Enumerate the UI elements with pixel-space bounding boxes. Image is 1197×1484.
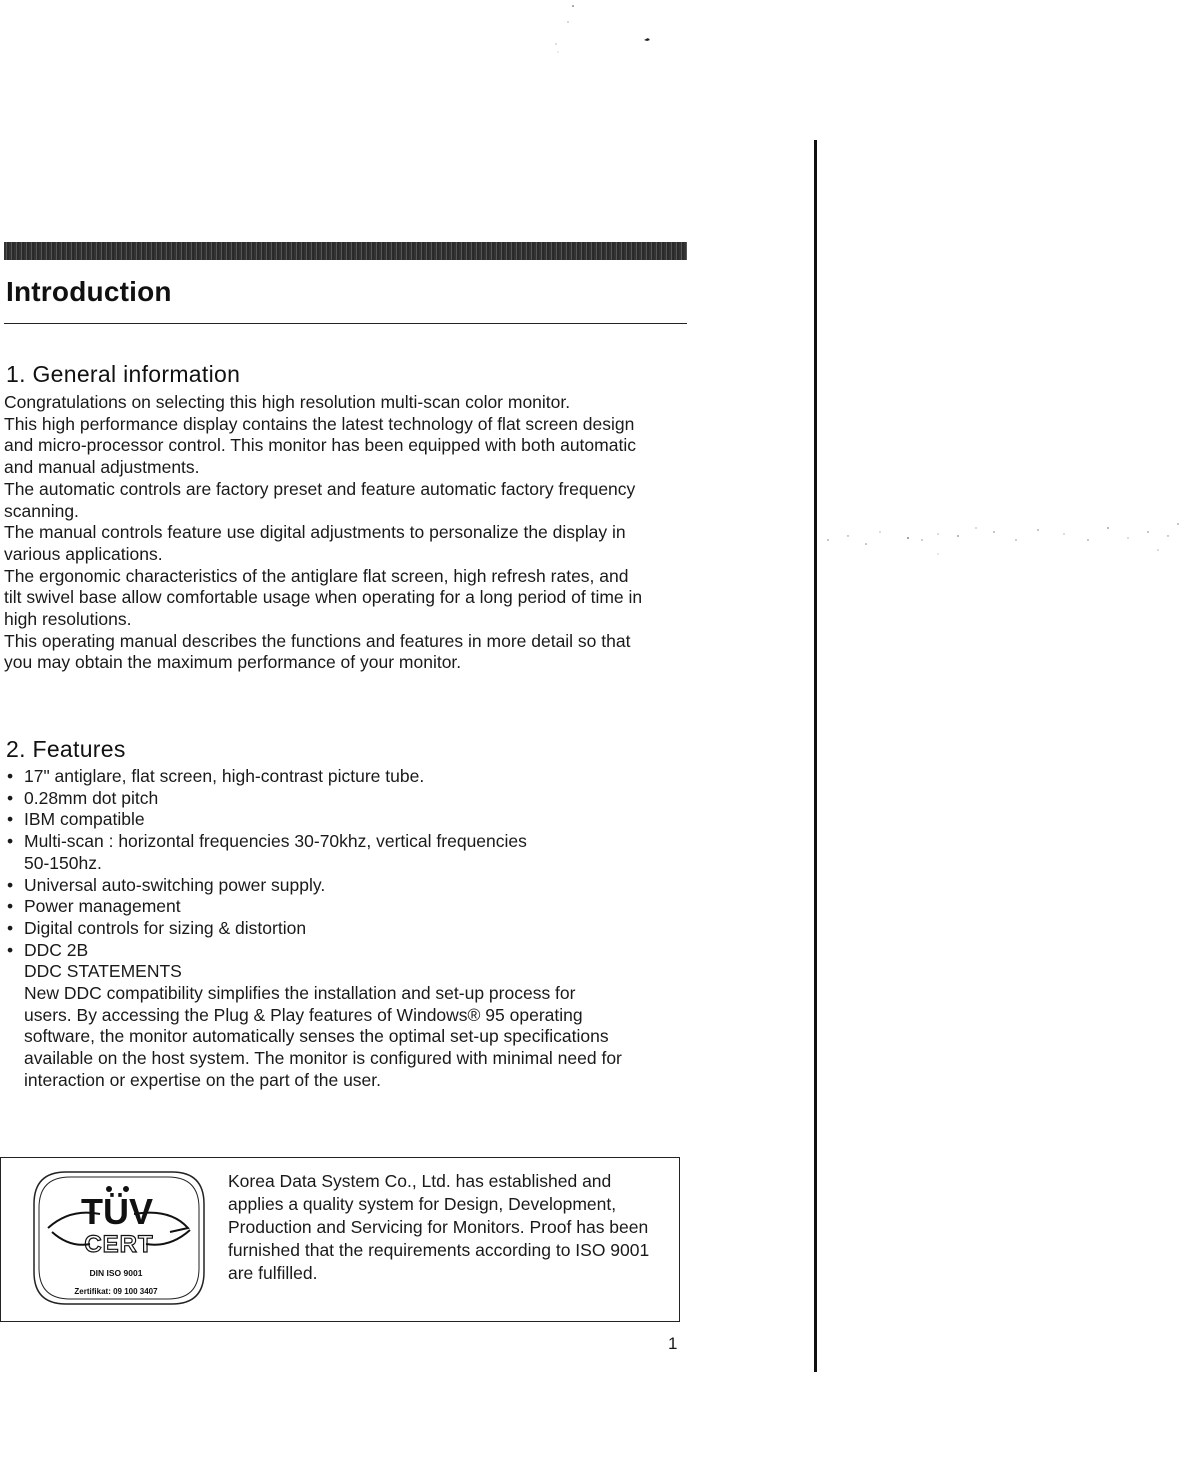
paragraph: The manual controls feature use digital adjustments to personalize the display in various applications. [4,522,626,564]
features-list [6,766,626,1092]
ddc-statements [6,961,626,1091]
certification-text: Korea Data System Co., Ltd. has established and applies a quality system for Design, Development, Production and Servicing for Monitors. Proof has been furnished that the requirements according to ISO 9001 are fulfilled. [228,1171,650,1283]
scan-specks [818,510,1188,570]
list-item: • 0.28mm dot pitch [7,787,159,808]
bullet-icon: • [7,831,14,852]
bullet-icon: • [7,939,14,960]
ddc-title: DDC STATEMENTS [24,961,182,982]
list-item: • Universal auto-switching power supply. [7,874,326,895]
list-item: • Multi-scan : horizontal frequencies 30-70khz, vertical frequencies 50-150hz. [7,831,527,873]
list-item: • IBM compatible [7,809,145,830]
list-item: • 17" antiglare, flat screen, high-contrast picture tube. [7,766,425,786]
list-item: • Power management [7,896,181,917]
tuv-cert-logo [30,1168,208,1308]
list-item: • DDC 2B [7,939,89,960]
header-bar [4,242,687,260]
paragraph: The ergonomic characteristics of the antiglare flat screen, high refresh rates, and tilt swivel base allow comfortable usage when operating for a long period of time in high resolutions. [4,565,643,630]
tuv-brand: TÜV [81,1191,153,1232]
list-item: • Digital controls for sizing & distortion [7,917,307,938]
bullet-icon: • [7,787,14,808]
paragraph: Congratulations on selecting this high resolution multi-scan color monitor. [4,392,571,412]
bullet-icon: • [7,917,14,938]
title-divider [4,323,687,324]
bullet-icon: • [7,809,14,830]
paragraph: This high performance display contains the latest technology of flat screen design and micro-processor control. This monitor has been equipped with both automatic and manual adjustments. [4,413,636,478]
paragraph: The automatic controls are factory preset and feature automatic factory frequency scanning. [4,478,636,521]
bullet-icon: • [7,766,14,786]
din-iso-label: DIN ISO 9001 [89,1268,143,1278]
bullet-icon: • [7,896,14,917]
general-information-body [4,392,644,674]
ddc-text: New DDC compatibility simplifies the installation and set-up process for users. By accessing the Plug & Play features of Windows® 95 operating software, the monitor automatically senses the optimal set-up specifications available on the host system. The monitor is configured with minimal need for interaction or expertise on the part of the user. [24,983,622,1090]
scan-marks [540,0,680,70]
scan-edge-line [814,140,817,1372]
certificate-number: Zertifikat: 09 100 3407 [74,1287,158,1296]
paragraph: This operating manual describes the functions and features in more detail so that you may obtain the maximum performance of your monitor. [4,630,631,673]
page-title: Introduction [6,276,172,307]
cert-mark: CERT [84,1231,154,1258]
page-number: 1 [668,1334,678,1353]
features-heading: 2. Features [6,736,126,762]
general-information-heading: 1. General information [6,361,241,387]
bullet-icon: • [7,874,14,895]
